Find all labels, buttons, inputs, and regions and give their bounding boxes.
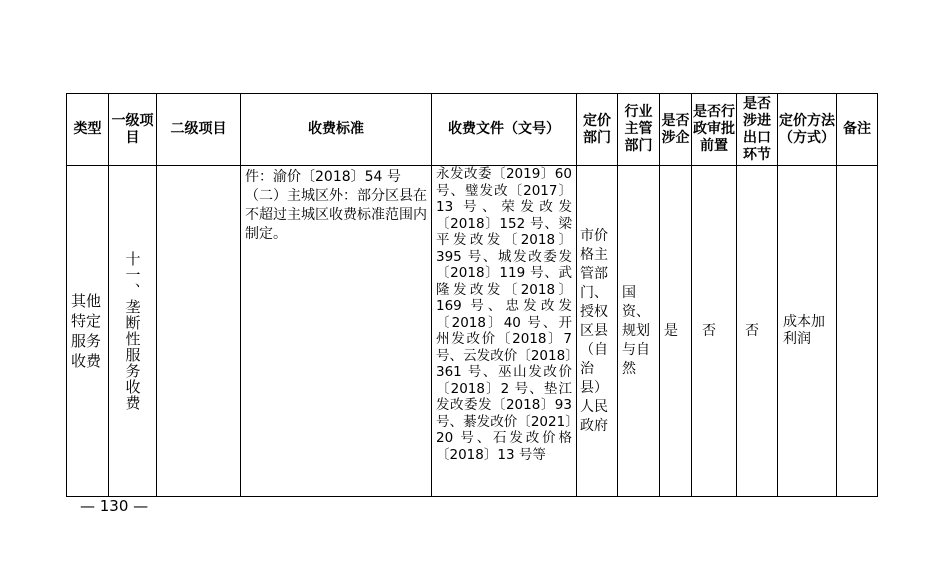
header-import-export: 是否涉进出口环节	[737, 94, 778, 166]
cell-admin-approval: 否	[692, 166, 737, 497]
header-type: 类型	[67, 94, 109, 166]
cell-type: 其他特定服务收费	[67, 166, 109, 497]
cell-remarks	[837, 166, 878, 497]
fee-table	[66, 93, 878, 497]
header-row	[67, 94, 878, 166]
cell-level1	[109, 166, 157, 497]
header-industry-dept: 行业主管部门	[618, 94, 660, 166]
page-number: — 130 —	[80, 497, 149, 515]
header-pricing-method: 定价方法（方式）	[778, 94, 837, 166]
header-level2: 二级项目	[157, 94, 241, 166]
header-admin-approval: 是否行政审批前置	[692, 94, 737, 166]
cell-level2	[157, 166, 241, 497]
level1-text: 十一、垄断性服务收费	[123, 251, 142, 411]
level1-vertical-wrap	[109, 166, 156, 496]
cell-pricing-dept: 市价格主管部门、授权区县（自治县）人民政府	[577, 166, 618, 497]
cell-industry-dept: 国资、规划与自然	[618, 166, 660, 497]
header-pricing-dept: 定价部门	[577, 94, 618, 166]
header-remarks: 备注	[837, 94, 878, 166]
cell-document: 永发改委〔2019〕60 号、璧发改〔2017〕13 号、荣发改发〔2018〕152 号、梁平发改发〔2018〕395 号、城发改委发〔2018〕119 号、武隆发改发〔2018〕169 号、忠发改发〔2018〕40 号、开州发改价〔2018〕7 号、云发改价〔2018〕361 号、巫山发改价〔2018〕2 号、垫江发改委发〔2018〕93 号、綦发改价〔2021〕20 号、石发改价格〔2018〕13 号等	[432, 166, 577, 497]
table-row	[67, 166, 878, 497]
header-document: 收费文件（文号）	[432, 94, 577, 166]
cell-pricing-method: 成本加利润	[778, 166, 837, 497]
cell-import-export: 否	[737, 166, 778, 497]
cell-standard: 件：渝价〔2018〕54 号 （二）主城区外：部分区县在不超过主城区收费标准范围内制定。	[241, 166, 432, 497]
header-level1: 一级项目	[109, 94, 157, 166]
header-standard: 收费标准	[241, 94, 432, 166]
header-enterprise: 是否涉企	[660, 94, 692, 166]
cell-enterprise: 是	[660, 166, 692, 497]
